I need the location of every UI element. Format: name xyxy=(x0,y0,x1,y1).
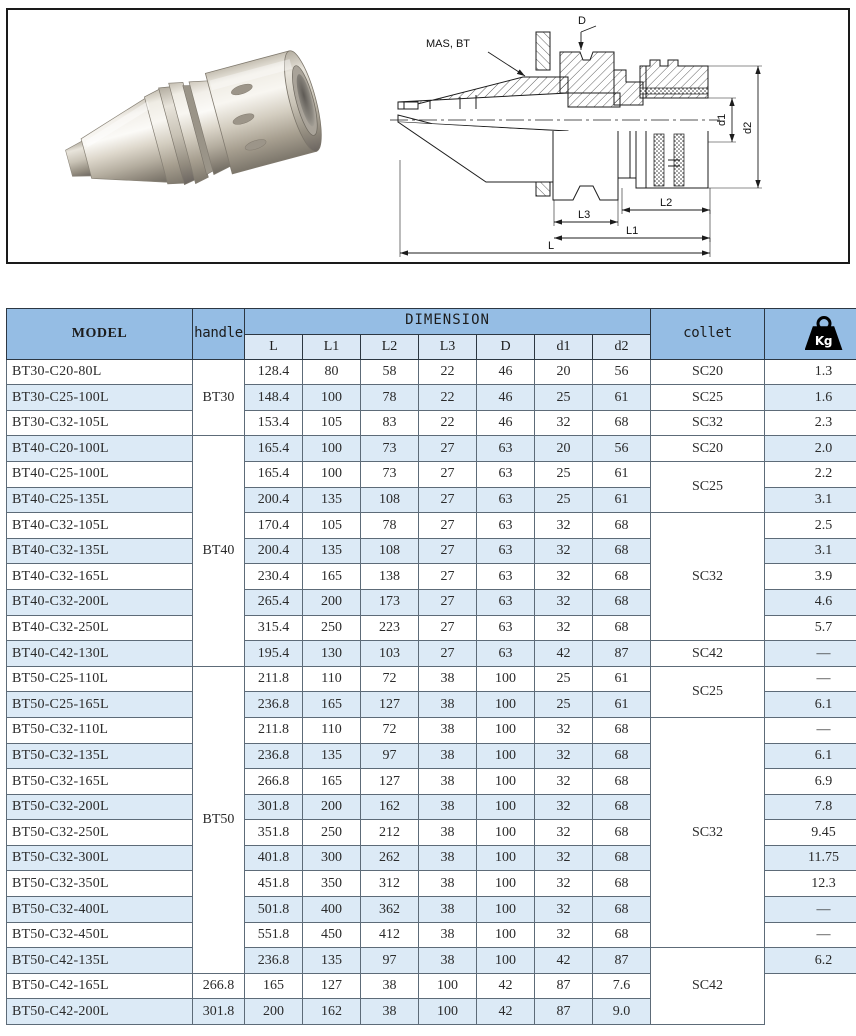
cell-l: 236.8 xyxy=(245,948,303,974)
cell-l: 170.4 xyxy=(245,513,303,539)
cell-d: 63 xyxy=(477,589,535,615)
cell-l3: 38 xyxy=(419,820,477,846)
cell-d1: 42 xyxy=(477,999,535,1025)
technical-drawing xyxy=(368,10,848,262)
cell-weight: 9.45 xyxy=(765,820,856,846)
cell-collet: SC42 xyxy=(651,641,765,667)
cell-l1: 200 xyxy=(303,589,361,615)
cell-weight: 1.6 xyxy=(765,385,856,411)
cell-l1: 400 xyxy=(303,897,361,923)
cell-l3: 38 xyxy=(419,948,477,974)
cell-d: 46 xyxy=(477,385,535,411)
cell-l: 351.8 xyxy=(245,820,303,846)
cell-model: BT40-C20-100L xyxy=(7,436,193,462)
cell-d1: 32 xyxy=(535,538,593,564)
cell-l1: 135 xyxy=(303,538,361,564)
cell-weight: — xyxy=(765,922,856,948)
cell-d: 100 xyxy=(477,666,535,692)
cell-model: BT50-C32-450L xyxy=(7,922,193,948)
cell-l1: 300 xyxy=(303,845,361,871)
header-model: MODEL xyxy=(7,309,193,360)
cell-l1: 165 xyxy=(303,564,361,590)
cell-l1: 135 xyxy=(303,948,361,974)
cell-weight: — xyxy=(765,717,856,743)
cell-l2: 97 xyxy=(361,948,419,974)
cell-d2: 56 xyxy=(593,436,651,462)
cell-l2: 262 xyxy=(361,845,419,871)
cell-d2: 68 xyxy=(593,717,651,743)
cell-l: 195.4 xyxy=(245,641,303,667)
header-sub-D: D xyxy=(477,334,535,359)
cell-model: BT50-C42-165L xyxy=(7,973,193,999)
cell-weight: — xyxy=(765,666,856,692)
cell-d2: 56 xyxy=(593,359,651,385)
cell-model: BT30-C25-100L xyxy=(7,385,193,411)
cell-weight: 3.1 xyxy=(765,487,856,513)
cell-d1: 32 xyxy=(535,820,593,846)
cell-l: 315.4 xyxy=(245,615,303,641)
cell-d2: 68 xyxy=(593,845,651,871)
cell-model: BT50-C32-200L xyxy=(7,794,193,820)
cell-d: 63 xyxy=(477,564,535,590)
cell-d1: 32 xyxy=(535,589,593,615)
cell-l2: 162 xyxy=(303,999,361,1025)
cell-l1: 250 xyxy=(303,615,361,641)
cell-l2: 73 xyxy=(361,461,419,487)
cell-l2: 312 xyxy=(361,871,419,897)
cell-l: 230.4 xyxy=(245,564,303,590)
cell-handle: BT30 xyxy=(193,359,245,436)
cell-l1: 130 xyxy=(303,641,361,667)
cell-l1: 100 xyxy=(303,461,361,487)
cell-l2: 103 xyxy=(361,641,419,667)
cell-weight: — xyxy=(765,641,856,667)
cell-d2: 68 xyxy=(593,922,651,948)
cell-model: BT50-C32-165L xyxy=(7,769,193,795)
cell-model: BT50-C42-135L xyxy=(7,948,193,974)
cell-d1: 32 xyxy=(535,871,593,897)
cell-l: 148.4 xyxy=(245,385,303,411)
cell-l3: 38 xyxy=(361,999,419,1025)
cell-l2: 127 xyxy=(303,973,361,999)
cell-collet: SC25 xyxy=(651,666,765,717)
cell-weight: 2.0 xyxy=(765,436,856,462)
header-sub-d2: d2 xyxy=(593,334,651,359)
cell-d1: 25 xyxy=(535,692,593,718)
product-photo xyxy=(8,10,368,262)
cell-d: 46 xyxy=(477,410,535,436)
cell-weight: 5.7 xyxy=(765,615,856,641)
cell-l1: 105 xyxy=(303,513,361,539)
table-row xyxy=(7,666,856,692)
cell-l: 265.4 xyxy=(245,589,303,615)
cell-l2: 83 xyxy=(361,410,419,436)
cell-l2: 73 xyxy=(361,436,419,462)
cell-l: 200.4 xyxy=(245,487,303,513)
cell-l1: 165 xyxy=(303,692,361,718)
cell-l2: 78 xyxy=(361,385,419,411)
cell-weight: 7.6 xyxy=(593,973,651,999)
cell-l3: 38 xyxy=(419,922,477,948)
cell-l3: 27 xyxy=(419,538,477,564)
cell-d1: 32 xyxy=(535,615,593,641)
header-handle: handle xyxy=(193,309,245,360)
cell-l: 501.8 xyxy=(245,897,303,923)
cell-l2: 162 xyxy=(361,794,419,820)
cell-d2: 68 xyxy=(593,871,651,897)
table-row xyxy=(7,436,856,462)
cell-weight: 6.1 xyxy=(765,743,856,769)
header-sub-L3: L3 xyxy=(419,334,477,359)
cell-l3: 27 xyxy=(419,589,477,615)
cell-l3: 27 xyxy=(419,513,477,539)
cell-model: BT40-C32-250L xyxy=(7,615,193,641)
cell-collet: SC32 xyxy=(651,513,765,641)
cell-d: 100 xyxy=(477,769,535,795)
cell-l: 211.8 xyxy=(245,666,303,692)
label-mas-bt: MAS, BT xyxy=(426,38,471,50)
label-d2: d2 xyxy=(742,121,754,134)
cell-collet: SC25 xyxy=(651,461,765,512)
cell-l3: 38 xyxy=(361,973,419,999)
header-sub-d1: d1 xyxy=(535,334,593,359)
cross-section-drawing-svg xyxy=(368,10,838,262)
cell-d1: 42 xyxy=(477,973,535,999)
cell-l3: 38 xyxy=(419,717,477,743)
cell-d: 100 xyxy=(477,871,535,897)
cell-l3: 27 xyxy=(419,641,477,667)
header-dimension: DIMENSION xyxy=(245,309,651,335)
cell-l3: 22 xyxy=(419,359,477,385)
cell-l2: 412 xyxy=(361,922,419,948)
cell-l2: 72 xyxy=(361,666,419,692)
cell-weight: 9.0 xyxy=(593,999,651,1025)
cell-d: 63 xyxy=(477,641,535,667)
cell-l: 211.8 xyxy=(245,717,303,743)
cell-model: BT30-C32-105L xyxy=(7,410,193,436)
cell-l2: 223 xyxy=(361,615,419,641)
cell-d: 100 xyxy=(477,717,535,743)
cell-d1: 20 xyxy=(535,359,593,385)
label-d1: d1 xyxy=(716,113,728,126)
cell-l2: 72 xyxy=(361,717,419,743)
tool-holder-photo-svg xyxy=(8,10,368,262)
cell-d1: 32 xyxy=(535,897,593,923)
label-l2: L2 xyxy=(660,197,673,209)
cell-d2: 61 xyxy=(593,692,651,718)
cell-l3: 38 xyxy=(419,845,477,871)
cell-d2: 68 xyxy=(593,794,651,820)
cell-l2: 362 xyxy=(361,897,419,923)
cell-model: BT40-C42-130L xyxy=(7,641,193,667)
table-row xyxy=(7,461,856,487)
cell-collet: SC32 xyxy=(651,410,765,436)
cell-weight: 1.3 xyxy=(765,359,856,385)
cell-l1: 110 xyxy=(303,666,361,692)
cell-d2: 68 xyxy=(593,615,651,641)
cell-l1: 165 xyxy=(303,769,361,795)
cell-collet: SC42 xyxy=(651,948,765,1025)
cell-weight: 6.9 xyxy=(765,769,856,795)
cell-d: 46 xyxy=(477,359,535,385)
table-row xyxy=(7,513,856,539)
cell-d: 63 xyxy=(477,461,535,487)
weight-icon xyxy=(803,316,845,350)
cell-weight: 2.3 xyxy=(765,410,856,436)
cell-weight: 2.2 xyxy=(765,461,856,487)
cell-model: BT50-C32-300L xyxy=(7,845,193,871)
cell-l3: 27 xyxy=(419,461,477,487)
cell-l2: 58 xyxy=(361,359,419,385)
cell-l: 401.8 xyxy=(245,845,303,871)
cell-d1: 32 xyxy=(535,922,593,948)
cell-d1: 32 xyxy=(535,769,593,795)
cell-l1: 110 xyxy=(303,717,361,743)
cell-l1: 80 xyxy=(303,359,361,385)
cell-l: 165.4 xyxy=(245,436,303,462)
cell-l1: 200 xyxy=(245,999,303,1025)
cell-l1: 100 xyxy=(303,385,361,411)
header-sub-L2: L2 xyxy=(361,334,419,359)
cell-model: BT50-C25-110L xyxy=(7,666,193,692)
cell-d2: 61 xyxy=(593,487,651,513)
cell-l3: 38 xyxy=(419,666,477,692)
table-row xyxy=(7,717,856,743)
cell-model: BT50-C32-110L xyxy=(7,717,193,743)
cell-d2: 87 xyxy=(593,948,651,974)
cell-d1: 25 xyxy=(535,461,593,487)
cell-l3: 27 xyxy=(419,615,477,641)
cell-l: 153.4 xyxy=(245,410,303,436)
header-sub-L1: L1 xyxy=(303,334,361,359)
cell-l2: 127 xyxy=(361,769,419,795)
cell-model: BT50-C42-200L xyxy=(7,999,193,1025)
table-body xyxy=(7,359,856,1024)
cell-d2: 61 xyxy=(593,461,651,487)
cell-l2: 127 xyxy=(361,692,419,718)
cell-d1: 42 xyxy=(535,948,593,974)
cell-d2: 87 xyxy=(593,641,651,667)
table-row xyxy=(7,410,856,436)
cell-d: 100 xyxy=(477,897,535,923)
cell-l1: 250 xyxy=(303,820,361,846)
cell-model: BT40-C32-165L xyxy=(7,564,193,590)
cell-d2: 68 xyxy=(593,513,651,539)
table-row xyxy=(7,359,856,385)
cell-d2: 68 xyxy=(593,769,651,795)
cell-l1: 350 xyxy=(303,871,361,897)
cell-d2: 87 xyxy=(535,999,593,1025)
cell-l3: 27 xyxy=(419,564,477,590)
cell-d: 100 xyxy=(477,794,535,820)
label-l1: L1 xyxy=(626,225,639,237)
cell-l3: 22 xyxy=(419,410,477,436)
cell-d2: 68 xyxy=(593,820,651,846)
cell-l: 165.4 xyxy=(245,461,303,487)
cell-d1: 25 xyxy=(535,385,593,411)
cell-d: 100 xyxy=(477,845,535,871)
cell-d: 100 xyxy=(477,743,535,769)
cell-collet: SC25 xyxy=(651,385,765,411)
cell-d1: 25 xyxy=(535,666,593,692)
header-weight xyxy=(765,309,856,360)
cell-l1: 105 xyxy=(303,410,361,436)
cell-model: BT50-C32-400L xyxy=(7,897,193,923)
cell-weight: 3.1 xyxy=(765,538,856,564)
cell-l1: 450 xyxy=(303,922,361,948)
cell-d2: 68 xyxy=(593,897,651,923)
cell-d1: 32 xyxy=(535,743,593,769)
table-row xyxy=(7,641,856,667)
cell-d: 100 xyxy=(477,922,535,948)
label-l3: L3 xyxy=(578,209,591,221)
cell-weight: 6.2 xyxy=(765,948,856,974)
cell-d: 63 xyxy=(477,615,535,641)
cell-d2: 68 xyxy=(593,589,651,615)
cell-d: 100 xyxy=(477,692,535,718)
cell-weight: 4.6 xyxy=(765,589,856,615)
cell-l: 301.8 xyxy=(245,794,303,820)
table-row xyxy=(7,385,856,411)
cell-d: 63 xyxy=(477,436,535,462)
label-d: D xyxy=(578,15,586,27)
cell-d1: 20 xyxy=(535,436,593,462)
cell-l1: 165 xyxy=(245,973,303,999)
cell-d: 100 xyxy=(477,948,535,974)
cell-l: 551.8 xyxy=(245,922,303,948)
cell-l1: 100 xyxy=(303,436,361,462)
cell-l2: 78 xyxy=(361,513,419,539)
cell-d: 63 xyxy=(477,487,535,513)
cell-d: 100 xyxy=(419,999,477,1025)
cell-d1: 25 xyxy=(535,487,593,513)
cell-l3: 27 xyxy=(419,487,477,513)
cell-model: BT40-C25-100L xyxy=(7,461,193,487)
cell-d: 63 xyxy=(477,538,535,564)
cell-d1: 32 xyxy=(535,564,593,590)
header-row-main xyxy=(7,309,856,335)
cell-handle: BT40 xyxy=(193,436,245,666)
cell-handle: BT50 xyxy=(193,666,245,973)
cell-l: 266.8 xyxy=(193,973,245,999)
cell-l: 451.8 xyxy=(245,871,303,897)
cell-d: 100 xyxy=(419,973,477,999)
cell-l3: 38 xyxy=(419,743,477,769)
cell-model: BT40-C32-135L xyxy=(7,538,193,564)
cell-collet: SC20 xyxy=(651,436,765,462)
header-sub-L: L xyxy=(245,334,303,359)
cell-l2: 108 xyxy=(361,538,419,564)
cell-model: BT50-C25-165L xyxy=(7,692,193,718)
cell-d2: 61 xyxy=(593,385,651,411)
cell-l3: 38 xyxy=(419,692,477,718)
cell-d1: 32 xyxy=(535,717,593,743)
cell-d2: 87 xyxy=(535,973,593,999)
cell-model: BT40-C32-200L xyxy=(7,589,193,615)
cell-l: 236.8 xyxy=(245,743,303,769)
cell-d1: 32 xyxy=(535,845,593,871)
cell-l3: 22 xyxy=(419,385,477,411)
cell-weight: 3.9 xyxy=(765,564,856,590)
cell-d2: 68 xyxy=(593,410,651,436)
cell-l3: 38 xyxy=(419,769,477,795)
cell-l2: 108 xyxy=(361,487,419,513)
cell-d2: 68 xyxy=(593,743,651,769)
cell-weight: 2.5 xyxy=(765,513,856,539)
cell-d1: 32 xyxy=(535,513,593,539)
cell-weight: 12.3 xyxy=(765,871,856,897)
cell-collet: SC32 xyxy=(651,717,765,947)
cell-model: BT50-C32-135L xyxy=(7,743,193,769)
cell-d2: 68 xyxy=(593,538,651,564)
cell-l: 301.8 xyxy=(193,999,245,1025)
table-header xyxy=(7,309,856,360)
cell-d2: 68 xyxy=(593,564,651,590)
table-row xyxy=(7,948,856,974)
cell-d2: 61 xyxy=(593,666,651,692)
cell-weight: 11.75 xyxy=(765,845,856,871)
cell-model: BT40-C25-135L xyxy=(7,487,193,513)
cell-l3: 38 xyxy=(419,794,477,820)
cell-model: BT40-C32-105L xyxy=(7,513,193,539)
cell-l3: 38 xyxy=(419,897,477,923)
cell-l2: 138 xyxy=(361,564,419,590)
cell-l: 266.8 xyxy=(245,769,303,795)
cell-weight: 7.8 xyxy=(765,794,856,820)
cell-l1: 200 xyxy=(303,794,361,820)
weight-icon-label: Kg xyxy=(814,334,833,349)
cell-l: 200.4 xyxy=(245,538,303,564)
specification-table xyxy=(6,308,856,1025)
cell-l3: 38 xyxy=(419,871,477,897)
label-l: L xyxy=(548,240,555,252)
cell-l3: 27 xyxy=(419,436,477,462)
cell-weight: 6.1 xyxy=(765,692,856,718)
cell-l2: 97 xyxy=(361,743,419,769)
cell-l2: 173 xyxy=(361,589,419,615)
cell-l2: 212 xyxy=(361,820,419,846)
cell-d: 63 xyxy=(477,513,535,539)
cell-d1: 32 xyxy=(535,410,593,436)
cell-model: BT30-C20-80L xyxy=(7,359,193,385)
cell-collet: SC20 xyxy=(651,359,765,385)
cell-l1: 135 xyxy=(303,743,361,769)
cell-d1: 42 xyxy=(535,641,593,667)
cell-weight: — xyxy=(765,897,856,923)
cell-d: 100 xyxy=(477,820,535,846)
cell-d1: 32 xyxy=(535,794,593,820)
cell-model: BT50-C32-350L xyxy=(7,871,193,897)
illustration-panel xyxy=(6,8,850,264)
header-collet: collet xyxy=(651,309,765,360)
cell-l: 236.8 xyxy=(245,692,303,718)
cell-l: 128.4 xyxy=(245,359,303,385)
cell-l1: 135 xyxy=(303,487,361,513)
cell-model: BT50-C32-250L xyxy=(7,820,193,846)
